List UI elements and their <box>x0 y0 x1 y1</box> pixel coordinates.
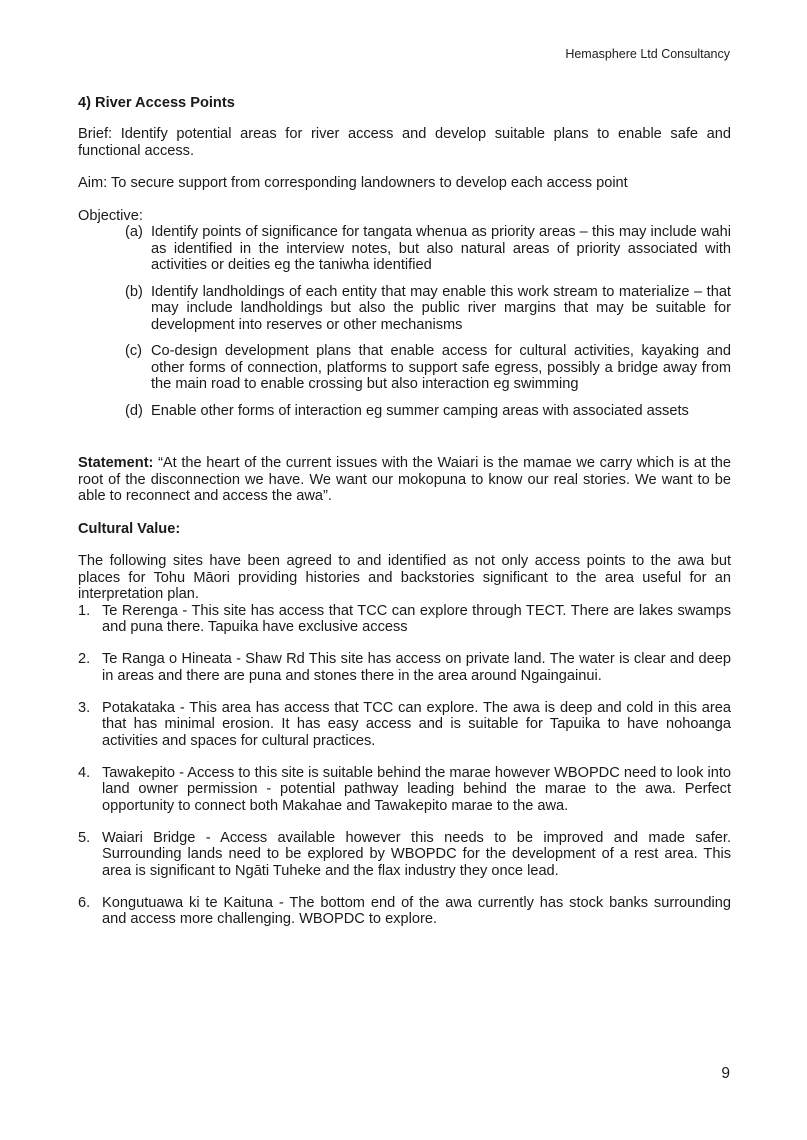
sites-list <box>78 603 731 928</box>
site-item <box>78 895 731 928</box>
site-number: 2. <box>78 651 91 667</box>
site-item <box>78 651 731 684</box>
site-number: 3. <box>78 699 91 716</box>
site-number: 6. <box>78 894 91 911</box>
statement-text: “At the heart of the current issues with the Waiari is the mamae we carry which is at the root of the disconnection we have. We want our mokopuna to know our real stories. We want to be able to reconnect and access the awa”. <box>78 455 731 504</box>
objective-marker: (a) <box>125 224 143 240</box>
site-text: Te Ranga o Hineata - Shaw Rd This site has access on private land. The water is clear and deep in areas and there are puna and stones there in the area around Ngaingainui. <box>102 651 731 684</box>
objectives-list <box>78 224 731 419</box>
site-item <box>78 603 731 636</box>
objective-text: Co-design development plans that enable access for cultural activities, kayaking and other forms of connection, platforms to support safe egress, possibly a bridge away from the main road to enable crossing but also interaction eg swimming <box>151 343 731 392</box>
header-company: Hemasphere Ltd Consultancy <box>565 47 730 61</box>
site-text: Te Rerenga - This site has access that TCC can explore through TECT. There are lakes swamps and puna there. Tapuika have exclusive access <box>102 602 731 635</box>
objective-text: Enable other forms of interaction eg summer camping areas with associated assets <box>151 402 689 419</box>
site-number: 1. <box>78 602 91 619</box>
objective-item <box>78 403 731 420</box>
site-text: Kongutuawa ki te Kaituna - The bottom end of the awa currently has stock banks surrounding and access more challenging. WBOPDC to explore. <box>102 894 731 927</box>
site-item <box>78 700 731 750</box>
site-item <box>78 765 731 815</box>
cultural-intro-paragraph: The following sites have been agreed to and identified as not only access points to the awa but places for Tohu Māori providing histories and backstories significant to the area useful for an interpretation plan. <box>78 553 731 602</box>
page-number: 9 <box>721 1065 730 1082</box>
cultural-value-heading: Cultural Value: <box>78 520 181 537</box>
objective-marker: (d) <box>125 402 143 419</box>
statement-label: Statement: <box>78 455 154 471</box>
objective-marker: (b) <box>125 283 143 300</box>
page-content <box>78 94 731 943</box>
site-number: 5. <box>78 829 91 846</box>
objective-item <box>78 284 731 334</box>
site-text: Tawakepito - Access to this site is suitable behind the marae however WBOPDC need to look into land owner permission - potential pathway leading behind the marae to the awa. Perfect opportunity to connect both Makahae and Tawakepito marae to the awa. <box>102 764 731 814</box>
statement-paragraph <box>78 455 731 505</box>
site-number: 4. <box>78 764 91 781</box>
objective-marker: (c) <box>125 343 143 359</box>
objective-text: Identify points of significance for tangata whenua as priority areas – this may include wahi as identified in the interview notes, but also natural areas of priority associated with activities or deities eg the taniwha identified <box>151 224 731 273</box>
section-title: 4) River Access Points <box>78 95 235 111</box>
objective-item <box>78 343 731 393</box>
site-text: Potakataka - This area has access that TCC can explore. The awa is deep and cold in this area that has minimal erosion. It has easy access and is suitable for Tapuika to have nohoanga activities and spaces for cultural practices. <box>102 699 731 749</box>
objective-item <box>78 224 731 274</box>
aim-paragraph: Aim: To secure support from corresponding landowners to develop each access point <box>78 175 628 191</box>
brief-paragraph: Brief: Identify potential areas for river access and develop suitable plans to enable safe and functional access. <box>78 126 731 159</box>
site-text: Waiari Bridge - Access available however this needs to be improved and made safer. Surrounding lands need to be explored by WBOPDC for the development of a rest area. This area is significant to Ngāti Tuheke and the flax industry they once lead. <box>102 829 731 879</box>
objective-text: Identify landholdings of each entity that may enable this work stream to materialize – that may include landholdings but also the public river margins that may be suitable for development into reserves or other mechanisms <box>151 283 731 333</box>
objective-label: Objective: <box>78 207 143 224</box>
site-item <box>78 830 731 880</box>
